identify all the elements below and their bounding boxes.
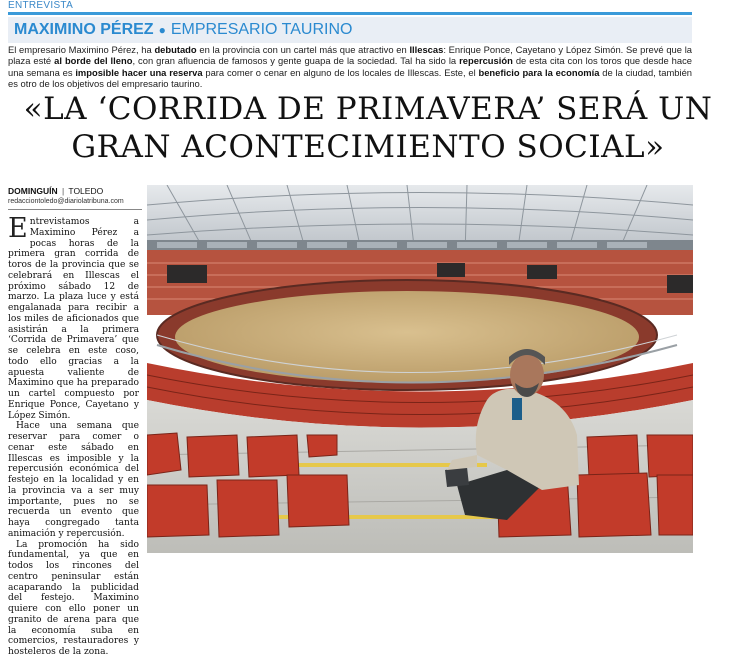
byline-divider (8, 209, 142, 210)
kicker-bar (8, 17, 692, 43)
lead-text-run: de esta cita con los toros que desde hace una semana es (8, 55, 693, 78)
headline (0, 90, 736, 166)
lead-text-run: para comer o cenar en alguno de los locales de Illescas. Este, el (202, 66, 479, 78)
lead-bold-run: debutado (154, 44, 197, 55)
bullring-photo (147, 185, 693, 553)
kicker-name: MAXIMINO PÉREZ (14, 21, 154, 38)
lead-text-run: El empresario Maximino Pérez, ha (8, 44, 155, 55)
headline-line-2: GRAN ACONTECIMIENTO SOCIAL» (71, 129, 665, 165)
byline-separator: | (61, 186, 65, 196)
kicker-role: EMPRESARIO TAURINO (170, 21, 353, 38)
bullring-photo-illustration (147, 185, 693, 553)
paragraph-1 (8, 213, 139, 421)
headline-line-1: «LA ‘CORRIDA DE PRIMAVERA’ SERÁ UN (23, 91, 713, 127)
byline (8, 186, 103, 196)
section-label: ENTREVISTA (8, 0, 74, 11)
byline-email[interactable]: redacciontoledo@diariolatribuna.com (8, 198, 124, 205)
drop-cap: E (8, 213, 28, 244)
paragraph-2: Hace una semana que reservar para comer o cenar este sábado en Illescas es imposible y la repercusión económica del festejo en la localidad y en la provincia va a ser muy importante, pues no se recuerda un evento que haya congregado tanta animación y repercusión. (8, 421, 139, 539)
paragraph-3: La promoción ha sido fundamental, ya que en todos los rincones del centro peninsular están acaparando la publicidad del festejo. Maximino quiere con ello poner un granito de arena para que la economía suba en comercios, restauradores y hosteleros de la zona. (8, 539, 139, 657)
section-header-rule (8, 0, 692, 15)
lead-bold-run: imposible hacer una reserva (75, 66, 203, 78)
lead-bold-run: al borde del lleno (54, 55, 133, 67)
lead-bold-run: Illescas (409, 44, 444, 55)
article-body (8, 213, 139, 658)
lead-text-run: : Enrique Ponce, Cayetano y López Simón. Se prevé que la plaza esté (8, 44, 692, 67)
byline-author: DOMINGUÍN (8, 186, 58, 196)
byline-city: TOLEDO (68, 186, 104, 196)
lead-bold-run: repercusión (459, 55, 513, 67)
bullet-icon: ● (158, 23, 166, 37)
paragraph-1-text: ntrevistamos a Maximino Pérez a pocas horas de la primera gran corrida de toros de la provincia que se celebrará en Illescas el próximo sábado 12 de marzo. La plaza luce y está engalanada para recibir a los miles de aficionados que asistirán a la primera ‘Corrida de Primavera’ que se celebra en este coso, todo ello gracias a la apuesta valiente de Maximino que ha preparado un cartel compuesto por Enrique Ponce, Cayetano y López Simón. (8, 217, 139, 421)
lead-bold-run: beneficio para la economía (478, 66, 600, 78)
lead-text-run: de la ciudad, también es otro de los objetivos del empresario taurino. (8, 66, 692, 90)
lead-text-run: , con gran afluencia de famosos y gente guapa de la sociedad. Tal ha sido la (132, 55, 460, 67)
lead-text-run: en la provincia con un cartel más que atractivo en (196, 44, 410, 55)
lead-paragraph (8, 44, 692, 90)
